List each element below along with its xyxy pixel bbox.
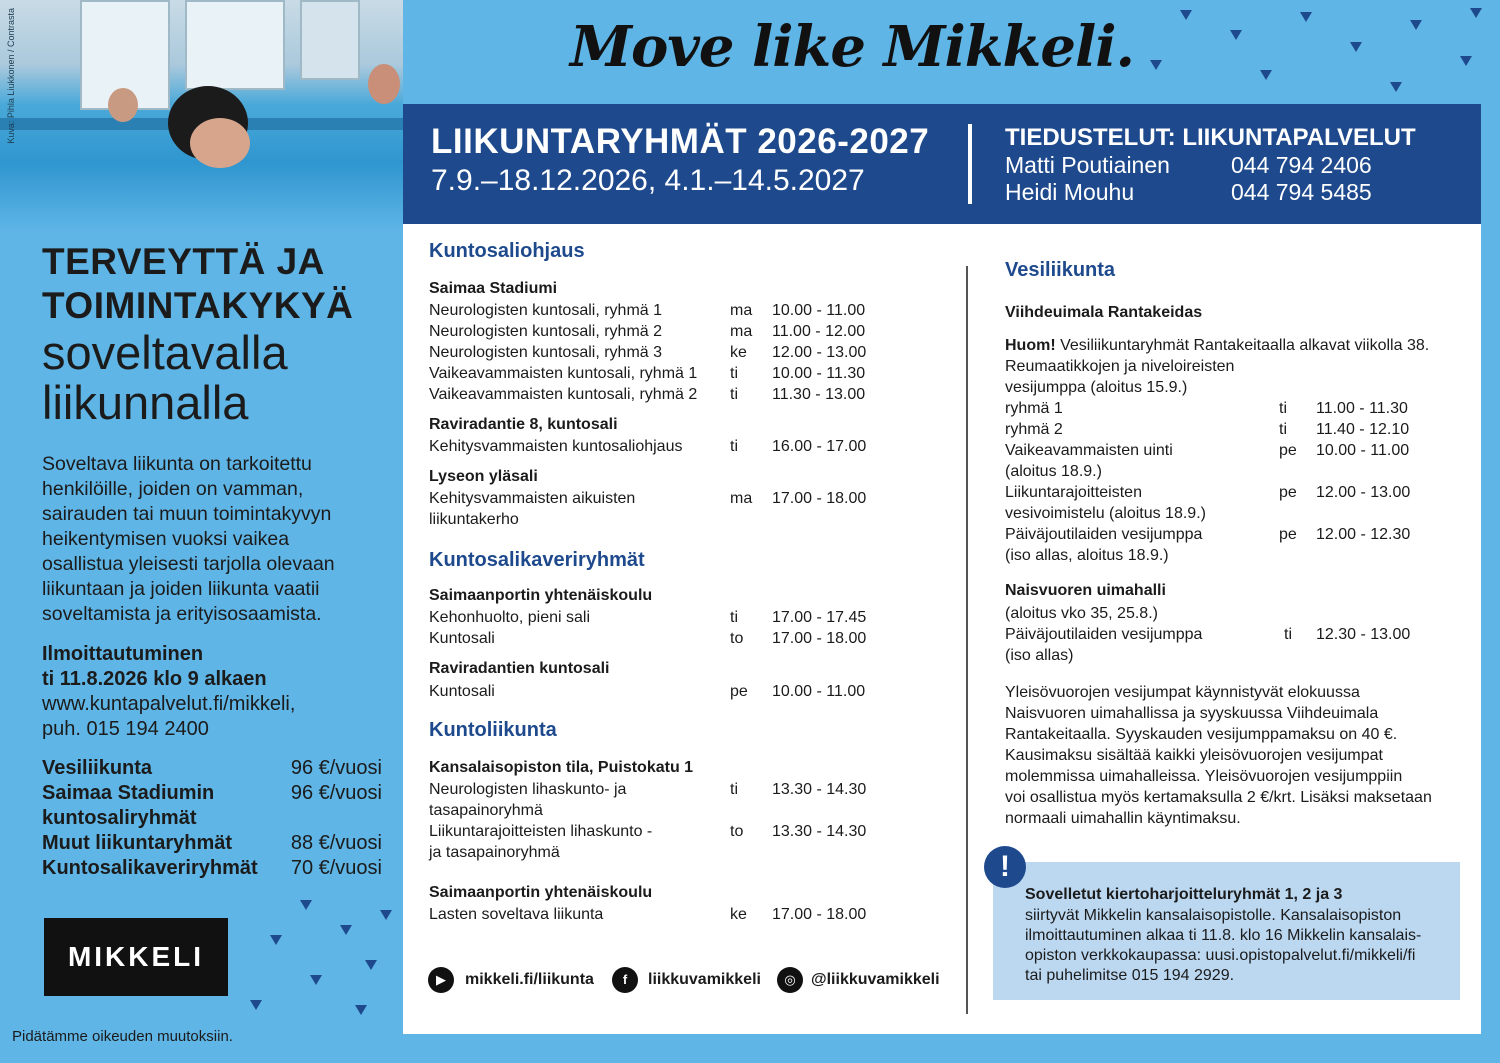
weekday: ti bbox=[730, 609, 738, 626]
time: 12.00 - 13.00 bbox=[772, 344, 867, 361]
notice-line[interactable]: opiston verkkokaupassa: uusi.opistopalvelut.fi/mikkeli/fi bbox=[1025, 947, 1416, 964]
price-list bbox=[42, 756, 382, 881]
activity: liikuntakerho bbox=[429, 511, 519, 528]
reg-url[interactable]: www.kuntapalvelut.fi/mikkeli, bbox=[42, 693, 296, 715]
time: 17.00 - 18.00 bbox=[772, 490, 867, 507]
activity: Neurologisten kuntosali, ryhmä 1 bbox=[429, 302, 663, 319]
column-divider bbox=[966, 266, 968, 1014]
weekday: ti bbox=[730, 365, 738, 382]
header-banner bbox=[403, 104, 1481, 224]
exclamation-icon: ! bbox=[984, 846, 1026, 888]
activity: Kuntosali bbox=[429, 683, 495, 700]
banner-dates: 7.9.–18.12.2026, 4.1.–14.5.2027 bbox=[431, 164, 865, 197]
price-name: Kuntosalikaveriryhmät bbox=[42, 857, 258, 879]
notice-title: Sovelletut kiertoharjoitteluryhmät 1, 2 ja 3 bbox=[1025, 886, 1343, 903]
weekday: pe bbox=[1279, 484, 1297, 501]
info-paragraph-line: Rantakeitaalla. Syyskauden vesijumppamaksu on 40 €. bbox=[1005, 726, 1398, 743]
instagram-icon[interactable]: ◎ bbox=[777, 967, 803, 993]
contact-name: Heidi Mouhu bbox=[1005, 179, 1135, 205]
activity: (iso allas, aloitus 18.9.) bbox=[1005, 547, 1169, 564]
info-paragraph-line: molemmissa uimahalleissa. Yleisövuorojen vesijumppiin bbox=[1005, 768, 1403, 785]
price-row bbox=[42, 781, 382, 806]
price-row bbox=[42, 856, 382, 881]
time: 11.00 - 12.00 bbox=[772, 323, 866, 340]
time: 17.00 - 17.45 bbox=[772, 609, 867, 626]
pool-photo bbox=[0, 0, 403, 232]
activity: Neurologisten kuntosali, ryhmä 2 bbox=[429, 323, 663, 340]
contact-title: TIEDUSTELUT: LIIKUNTAPALVELUT bbox=[1005, 124, 1416, 151]
location: Saimaanportin yhtenäiskoulu bbox=[429, 884, 653, 901]
price-name: Saimaa Stadiumin bbox=[42, 782, 215, 804]
banner-divider bbox=[968, 124, 972, 204]
weekday: to bbox=[730, 823, 744, 840]
activity: Kehonhuolto, pieni sali bbox=[429, 609, 591, 626]
time: 13.30 - 14.30 bbox=[772, 823, 867, 840]
weekday: ma bbox=[730, 490, 753, 507]
info-paragraph-line: Naisvuoren uimahallissa ja syyskuussa Viihdeuimala bbox=[1005, 705, 1379, 722]
notice-line: tai puhelimitse 015 194 2929. bbox=[1025, 967, 1235, 984]
intro-text: Soveltava liikunta on tarkoitettu henkilöille, joiden on vamman, sairauden tai muun toimintakyvyn heikentymisen vuoksi vaikea osallistua yleisesti tarjolla olevaan liikuntaan ja joiden liikunta vaatii soveltamista ja erityisosaamista. bbox=[42, 453, 335, 625]
facebook-icon[interactable]: f bbox=[612, 967, 638, 993]
reg-date: ti 11.8.2026 klo 9 alkaen bbox=[42, 668, 267, 690]
note-label: Huom! bbox=[1005, 337, 1056, 354]
location: Raviradantie 8, kuntosali bbox=[429, 416, 618, 433]
instagram-link[interactable]: @liikkuvamikkeli bbox=[811, 971, 940, 988]
time: 11.30 - 13.00 bbox=[772, 386, 866, 403]
notice-line: siirtyvät Mikkelin kansalaisopistolle. Kansalaisopiston bbox=[1025, 907, 1402, 924]
price-value: 96 €/vuosi bbox=[290, 782, 382, 804]
play-icon[interactable]: ▶ bbox=[428, 967, 454, 993]
activity: Lasten soveltava liikunta bbox=[429, 906, 604, 923]
activity: Kuntosali bbox=[429, 630, 495, 647]
activity: vesijumppa (aloitus 15.9.) bbox=[1005, 379, 1188, 396]
weekday: ke bbox=[730, 906, 747, 923]
headline-line-3: soveltavalla bbox=[42, 326, 288, 379]
slogan: Move like Mikkeli. bbox=[570, 14, 1135, 80]
disclaimer: Pidätämme oikeuden muutoksiin. bbox=[12, 1028, 233, 1045]
headline-line-2: TOIMINTAKYKYÄ bbox=[42, 285, 354, 326]
time: 17.00 - 18.00 bbox=[772, 906, 867, 923]
weekday: ti bbox=[1284, 626, 1292, 643]
location: Viihdeuimala Rantakeidas bbox=[1005, 304, 1203, 321]
activity: Reumaatikkojen ja niveloireisten bbox=[1005, 358, 1235, 375]
activity: Kehitysvammaisten kuntosaliohjaus bbox=[429, 438, 683, 455]
note-text: Vesiliikuntaryhmät Rantakeitaalla alkavat viikolla 38. bbox=[1055, 337, 1430, 354]
reg-phone: puh. 015 194 2400 bbox=[42, 718, 209, 740]
activity: Liikuntarajoitteisten lihaskunto - bbox=[429, 823, 653, 840]
activity: Vaikeavammaisten uinti bbox=[1005, 442, 1173, 459]
time: 12.00 - 12.30 bbox=[1316, 526, 1411, 543]
contact-phone[interactable]: 044 794 2406 bbox=[1231, 152, 1372, 178]
left-headline bbox=[42, 240, 392, 428]
price-row bbox=[42, 831, 382, 856]
time: 13.30 - 14.30 bbox=[772, 781, 867, 798]
section-heading: Kuntoliikunta bbox=[429, 719, 557, 741]
activity: Vaikeavammaisten kuntosali, ryhmä 1 bbox=[429, 365, 698, 382]
activity: ryhmä 1 bbox=[1005, 400, 1063, 417]
facebook-link[interactable]: liikkuvamikkeli bbox=[648, 971, 761, 988]
section-heading: Kuntosalikaveriryhmät bbox=[429, 549, 645, 571]
price-value: 96 €/vuosi bbox=[290, 757, 382, 779]
activity: Kehitysvammaisten aikuisten bbox=[429, 490, 636, 507]
banner-title: LIIKUNTARYHMÄT 2026-2027 bbox=[431, 122, 930, 161]
photo-credit: Kuva: Pihla Liukkonen / Contrasta bbox=[6, 8, 16, 144]
headline-line-4: liikunnalla bbox=[42, 376, 249, 429]
time: 11.40 - 12.10 bbox=[1316, 421, 1410, 438]
price-name: kuntosaliryhmät bbox=[42, 807, 197, 829]
activity: Neurologisten lihaskunto- ja bbox=[429, 781, 627, 798]
location: Raviradantien kuntosali bbox=[429, 660, 610, 677]
weekday: pe bbox=[1279, 442, 1297, 459]
time: 10.00 - 11.30 bbox=[772, 365, 866, 382]
weekday: ma bbox=[730, 323, 753, 340]
activity: Liikuntarajoitteisten bbox=[1005, 484, 1142, 501]
headline-line-1: TERVEYTTÄ JA bbox=[42, 241, 325, 282]
time: 10.00 - 11.00 bbox=[772, 302, 866, 319]
weekday: pe bbox=[730, 683, 748, 700]
location: Lyseon yläsali bbox=[429, 468, 538, 485]
time: 16.00 - 17.00 bbox=[772, 438, 867, 455]
section-heading: Vesiliikunta bbox=[1005, 259, 1116, 281]
location: Saimaa Stadiumi bbox=[429, 280, 558, 297]
activity: tasapainoryhmä bbox=[429, 802, 543, 819]
weekday: to bbox=[730, 630, 744, 647]
activity: vesivoimistelu (aloitus 18.9.) bbox=[1005, 505, 1206, 522]
contact-name: Matti Poutiainen bbox=[1005, 152, 1170, 178]
location: Kansalaisopiston tila, Puistokatu 1 bbox=[429, 759, 694, 776]
note bbox=[1005, 335, 1465, 356]
info-paragraph-line: normaali uimahallin käyntimaksu. bbox=[1005, 810, 1241, 827]
info-paragraph-line: voi osallistua myös kertamaksulla 2 €/krt. Lisäksi maksetaan bbox=[1005, 789, 1432, 806]
weekday: ti bbox=[1279, 400, 1287, 417]
info-paragraph-line: Kausimaksu sisältää kaikki yleisövuorojen vesijumpat bbox=[1005, 747, 1383, 764]
notice-line: ilmoittautuminen alkaa ti 11.8. klo 16 Mikkelin kansalais- bbox=[1025, 927, 1422, 944]
contact-phone[interactable]: 044 794 5485 bbox=[1231, 179, 1372, 205]
price-value: 70 €/vuosi bbox=[290, 857, 382, 879]
weekday: ti bbox=[730, 438, 738, 455]
price-row bbox=[42, 806, 382, 831]
price-row bbox=[42, 756, 382, 781]
time: 10.00 - 11.00 bbox=[1316, 442, 1410, 459]
activity: ja tasapainoryhmä bbox=[429, 844, 560, 861]
weekday: ti bbox=[730, 386, 738, 403]
activity: (aloitus 18.9.) bbox=[1005, 463, 1102, 480]
activity: Päiväjoutilaiden vesijumppa bbox=[1005, 626, 1203, 643]
time: 17.00 - 18.00 bbox=[772, 630, 867, 647]
activity: Neurologisten kuntosali, ryhmä 3 bbox=[429, 344, 663, 361]
section-heading: Kuntosaliohjaus bbox=[429, 240, 585, 262]
activity: (iso allas) bbox=[1005, 647, 1074, 664]
price-name: Vesiliikunta bbox=[42, 757, 153, 779]
price-value: 88 €/vuosi bbox=[290, 832, 382, 854]
price-name: Muut liikuntaryhmät bbox=[42, 832, 233, 854]
weekday: ti bbox=[1279, 421, 1287, 438]
activity: ryhmä 2 bbox=[1005, 421, 1063, 438]
reg-title: Ilmoittautuminen bbox=[42, 643, 204, 665]
time: 10.00 - 11.00 bbox=[772, 683, 866, 700]
weekday: pe bbox=[1279, 526, 1297, 543]
weekday: ma bbox=[730, 302, 753, 319]
location: Saimaanportin yhtenäiskoulu bbox=[429, 587, 653, 604]
weekday: ke bbox=[730, 344, 747, 361]
time: 12.00 - 13.00 bbox=[1316, 484, 1411, 501]
info-paragraph-line: Yleisövuorojen vesijumpat käynnistyvät elokuussa bbox=[1005, 684, 1360, 701]
activity: Päiväjoutilaiden vesijumppa bbox=[1005, 526, 1203, 543]
mikkeli-logo: MIKKELI bbox=[44, 918, 228, 996]
location: Naisvuoren uimahalli bbox=[1005, 582, 1166, 599]
time: 12.30 - 13.00 bbox=[1316, 626, 1411, 643]
time: 11.00 - 11.30 bbox=[1316, 400, 1408, 417]
activity: Vaikeavammaisten kuntosali, ryhmä 2 bbox=[429, 386, 698, 403]
youtube-link[interactable]: mikkeli.fi/liikunta bbox=[465, 971, 594, 988]
activity: (aloitus vko 35, 25.8.) bbox=[1005, 605, 1158, 622]
weekday: ti bbox=[730, 781, 738, 798]
registration bbox=[42, 642, 382, 742]
